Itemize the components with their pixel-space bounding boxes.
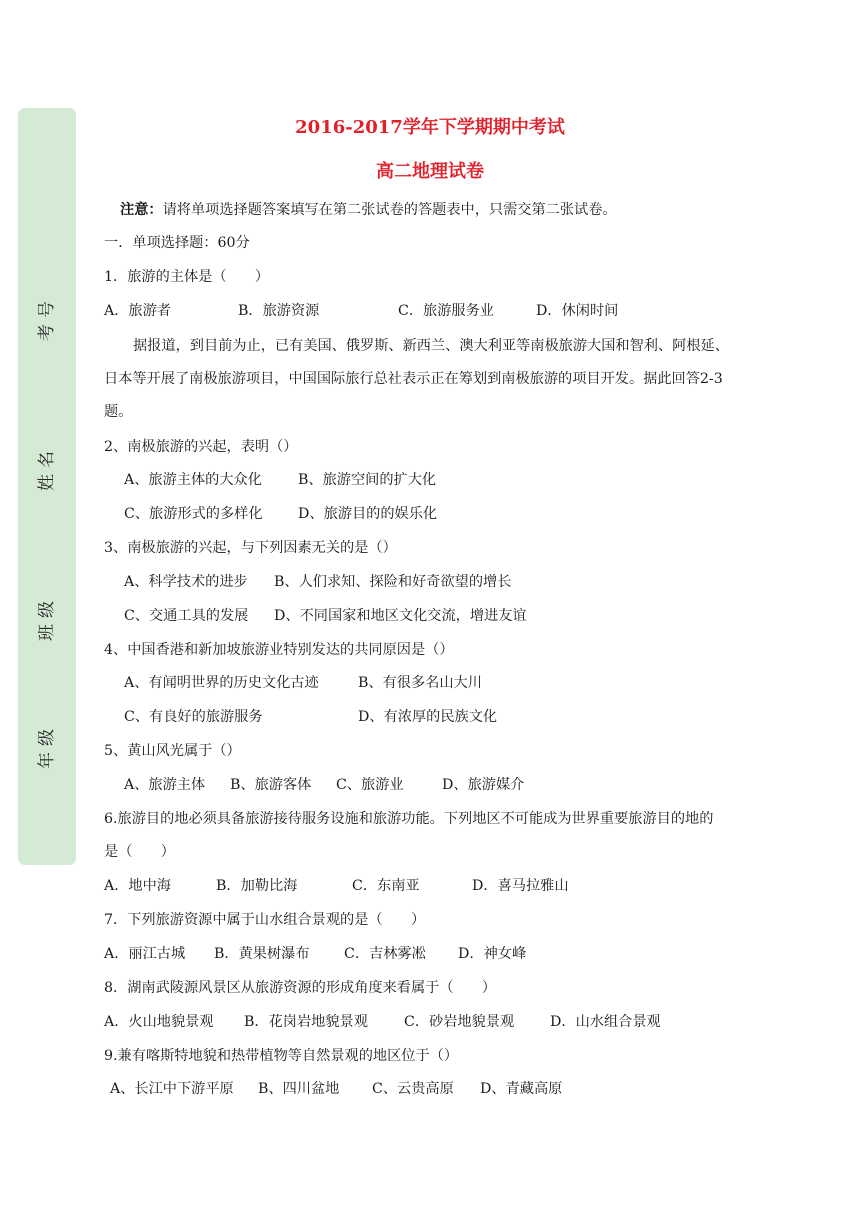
- exam-title: 2016-2017学年下学期期中考试: [295, 117, 565, 138]
- exam-subtitle: 高二地理试卷: [376, 161, 484, 182]
- q5-option-c: C、旅游业: [336, 777, 404, 793]
- q2-option-a: A、旅游主体的大众化: [124, 472, 262, 488]
- question-6-stem-line-1: 6.旅游目的地必须具备旅游接待服务设施和旅游功能。下列地区不可能成为世界重要旅游目的地的: [104, 811, 714, 827]
- q8-option-c: C．砂岩地貌景观: [404, 1014, 515, 1030]
- q8-option-a: A．火山地貌景观: [104, 1014, 214, 1030]
- question-3-options-row-2: [124, 606, 770, 626]
- q7-option-b: B．黄果树瀑布: [214, 946, 310, 962]
- question-3-stem: 3、南极旅游的兴起，与下列因素无关的是（）: [104, 540, 397, 556]
- question-1-stem: 1．旅游的主体是（ ）: [104, 269, 270, 285]
- q1-option-b: B．旅游资源: [238, 303, 320, 319]
- question-2-stem: 2、南极旅游的兴起，表明（）: [104, 439, 298, 455]
- question-7-stem: 7．下列旅游资源中属于山水组合景观的是（ ）: [104, 912, 426, 928]
- q2-option-c: C、旅游形式的多样化: [124, 506, 263, 522]
- q3-option-b: B、人们求知、探险和好奇欲望的增长: [274, 574, 512, 590]
- q4-option-c: C、有良好的旅游服务: [124, 709, 263, 725]
- notice-text: 请将单项选择题答案填写在第二张试卷的答题表中，只需交第二张试卷。: [162, 202, 617, 218]
- question-9-stem: 9.兼有喀斯特地貌和热带植物等自然景观的地区位于（）: [104, 1048, 459, 1064]
- question-9-options: [110, 1079, 770, 1099]
- q4-option-a: A、有闻明世界的历史文化古迹: [124, 675, 319, 691]
- q4-option-d: D、有浓厚的民族文化: [358, 709, 498, 725]
- q9-option-a: A、长江中下游平原: [110, 1081, 234, 1097]
- question-6-stem-line-2: 是（ ）: [104, 844, 175, 860]
- q9-option-c: C、云贵高原: [372, 1081, 454, 1097]
- q7-option-a: A．丽江古城: [104, 946, 186, 962]
- student-info-sidebar: [18, 108, 76, 865]
- question-1-options: [104, 301, 770, 321]
- question-2-options-row-2: [124, 504, 770, 524]
- q6-option-d: D．喜马拉雅山: [472, 878, 569, 894]
- q8-option-b: B．花岗岩地貌景观: [244, 1014, 368, 1030]
- q8-option-d: D．山水组合景观: [550, 1014, 661, 1030]
- question-7-options: [104, 944, 770, 964]
- grade-label: 年级: [37, 723, 57, 769]
- question-4-stem: 4、中国香港和新加坡旅游业特别发达的共同原因是（）: [104, 642, 454, 658]
- q1-option-d: D．休闲时间: [536, 303, 619, 319]
- q2-option-d: D、旅游目的的娱乐化: [298, 506, 438, 522]
- question-8-stem: 8．湖南武陵源风景区从旅游资源的形成角度来看属于（ ）: [104, 980, 497, 996]
- q3-option-a: A、科学技术的进步: [124, 574, 248, 590]
- question-4-options-row-1: [124, 673, 770, 693]
- q6-option-a: A．地中海: [104, 878, 171, 894]
- q3-option-c: C、交通工具的发展: [124, 608, 249, 624]
- q6-option-c: C．东南亚: [352, 878, 420, 894]
- notice: [120, 200, 770, 220]
- q5-option-d: D、旅游媒介: [442, 777, 525, 793]
- q1-option-a: A．旅游者: [104, 303, 171, 319]
- q9-option-d: D、青藏高原: [480, 1081, 563, 1097]
- passage-line-2: 日本等开展了南极旅游项目，中国国际旅行总社表示正在筹划到南极旅游的项目开发。据此回答2-3: [104, 371, 723, 387]
- q4-option-b: B、有很多名山大川: [358, 675, 482, 691]
- passage-line-3: 题。: [104, 404, 133, 420]
- q1-option-c: C．旅游服务业: [398, 303, 494, 319]
- class-label: 班级: [37, 595, 57, 641]
- q2-option-b: B、旅游空间的扩大化: [298, 472, 437, 488]
- exam-number-label: 考号: [37, 295, 57, 341]
- question-8-options: [104, 1012, 770, 1032]
- question-5-stem: 5、黄山风光属于（）: [104, 743, 241, 759]
- q6-option-b: B．加勒比海: [216, 878, 298, 894]
- question-5-options: [124, 775, 770, 795]
- q7-option-d: D．神女峰: [458, 946, 527, 962]
- question-2-options-row-1: [124, 470, 770, 490]
- question-4-options-row-2: [124, 707, 770, 727]
- section-heading: 一．单项选择题：60分: [104, 235, 250, 251]
- q5-option-b: B、旅游客体: [230, 777, 312, 793]
- question-3-options-row-1: [124, 572, 770, 592]
- q3-option-d: D、不同国家和地区文化交流，增进友谊: [274, 608, 527, 624]
- q5-option-a: A、旅游主体: [124, 777, 206, 793]
- name-label: 姓名: [37, 445, 57, 491]
- notice-label: 注意：: [120, 202, 163, 218]
- question-6-options: [104, 876, 770, 896]
- q7-option-c: C．吉林雾凇: [344, 946, 426, 962]
- passage-line-1: 据报道，到目前为止，已有美国、俄罗斯、新西兰、澳大利亚等南极旅游大国和智利、阿根延、: [133, 338, 729, 354]
- q9-option-b: B、四川盆地: [258, 1081, 340, 1097]
